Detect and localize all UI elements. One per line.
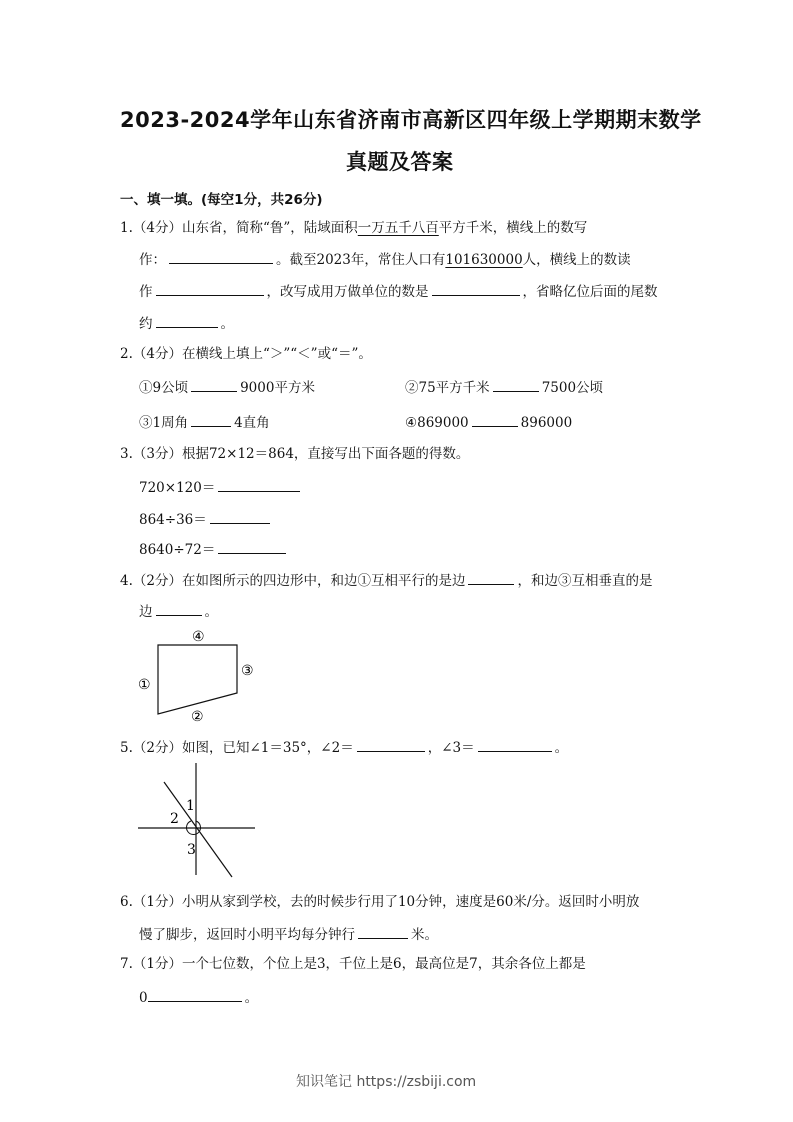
- q2-text: ②75平方千米: [405, 380, 490, 396]
- q4-line2: [139, 601, 218, 621]
- q1-line3: [139, 281, 658, 301]
- q5-text: 5.（2分）如图，已知∠1＝35°，∠2＝: [120, 740, 354, 756]
- q3-expr: 864÷36＝: [139, 512, 207, 528]
- page-subtitle: 真题及答案: [346, 150, 454, 174]
- angle-figure: [130, 755, 270, 880]
- q7-text: 。: [244, 990, 259, 1006]
- q3-expr: 8640÷72＝: [139, 542, 216, 558]
- angle-label-3: 3: [187, 842, 196, 858]
- q5-line: [120, 737, 568, 757]
- q4-text: 。: [204, 604, 218, 620]
- q2-item-3: [139, 412, 270, 432]
- answer-blank[interactable]: [358, 924, 408, 939]
- answer-blank[interactable]: [210, 509, 270, 524]
- q3-expr-1: [139, 477, 303, 497]
- quadrilateral-figure: [130, 625, 270, 725]
- answer-blank[interactable]: [156, 281, 264, 296]
- q4-text: 4.（2分）在如图所示的四边形中，和边①互相平行的是边: [120, 573, 466, 589]
- q1-text: 作：: [139, 252, 166, 268]
- q2-text: ③1周角: [139, 415, 189, 431]
- q2-stem: 2.（4分）在横线上填上“＞”“＜”或“＝”。: [120, 346, 372, 362]
- q7-line1: 7.（1分）一个七位数，个位上是3，千位上是6，最高位是7，其余各位上都是: [120, 956, 586, 972]
- answer-blank[interactable]: [357, 737, 425, 752]
- page-title: 2023-2024学年山东省济南市高新区四年级上学期期末数学: [120, 108, 702, 132]
- q1-line1: [120, 219, 587, 237]
- edge-label-right: ③: [241, 663, 254, 679]
- q3-stem: 3.（3分）根据72×12＝864，直接写出下面各题的得数。: [120, 446, 470, 462]
- q3-expr-3: [139, 539, 289, 559]
- q1-text: 作: [139, 284, 153, 300]
- answer-blank[interactable]: [218, 477, 300, 492]
- q1-text: 约: [139, 316, 153, 332]
- q2-text: 4直角: [234, 415, 270, 431]
- q1-text: 人，横线上的数读: [522, 252, 631, 268]
- q1-text: 平方千米，横线上的数写: [438, 220, 588, 236]
- answer-blank[interactable]: [468, 570, 514, 585]
- q6-text: 慢了脚步，返回时小明平均每分钟行: [139, 927, 355, 943]
- section-heading: 一、填一填。(每空1分，共26分): [120, 192, 323, 208]
- q2-text: 7500公顷: [541, 380, 604, 396]
- footer-watermark: 知识笔记 https://zsbiji.com: [296, 1074, 477, 1090]
- q5-text: ，∠3＝: [427, 740, 475, 756]
- answer-blank[interactable]: [191, 412, 231, 427]
- q4-text: ，和边③互相垂直的是: [517, 573, 653, 589]
- answer-blank[interactable]: [169, 249, 273, 264]
- answer-blank[interactable]: [218, 539, 286, 554]
- q1-text: ，省略亿位后面的尾数: [522, 284, 658, 300]
- q1-text: 。: [220, 316, 234, 332]
- edge-label-top: ④: [192, 629, 205, 645]
- q2-text: 896000: [520, 415, 573, 431]
- answer-blank[interactable]: [478, 737, 552, 752]
- answer-blank[interactable]: [493, 377, 539, 392]
- q7-line2: [139, 987, 258, 1007]
- q6-line1: 6.（1分）小明从家到学校，去的时候步行用了10分钟，速度是60米/分。返回时小明放: [120, 894, 640, 910]
- q1-line2: [139, 249, 631, 269]
- q2-text: 9000平方米: [240, 380, 315, 396]
- oblique-line: [164, 782, 232, 877]
- angle-label-1: 1: [186, 798, 195, 814]
- edge-label-bottom: ②: [191, 709, 204, 725]
- q2-item-2: [405, 377, 603, 397]
- q7-text: 0: [139, 990, 148, 1006]
- q5-text: 。: [554, 740, 569, 756]
- quadrilateral-shape: [158, 645, 237, 714]
- q1-line4: [139, 313, 234, 333]
- answer-blank[interactable]: [472, 412, 518, 427]
- answer-blank[interactable]: [432, 281, 520, 296]
- q3-expr-2: [139, 509, 273, 529]
- q2-text: ④869000: [405, 415, 469, 431]
- q1-text: ，改写成用万做单位的数是: [266, 284, 429, 300]
- q1-population: 101630000: [445, 252, 523, 268]
- q2-text: ①9公顷: [139, 380, 189, 396]
- q1-text: 。截至2023年，常住人口有: [276, 252, 446, 268]
- q3-expr: 720×120＝: [139, 480, 216, 496]
- q2-item-4: [405, 412, 572, 432]
- angle-label-2: 2: [170, 811, 179, 827]
- q4-text: 边: [139, 604, 153, 620]
- answer-blank[interactable]: [191, 377, 237, 392]
- answer-blank[interactable]: [156, 313, 218, 328]
- edge-label-left: ①: [138, 677, 151, 693]
- q1-text: 1.（4分）山东省，简称“鲁”，陆域面积: [120, 220, 358, 236]
- q6-line2: [139, 924, 438, 944]
- q2-item-1: [139, 377, 315, 397]
- answer-blank[interactable]: [148, 987, 242, 1002]
- q1-area-words: 一万五千八百: [357, 220, 439, 236]
- q4-line1: [120, 570, 652, 590]
- q6-text: 米。: [411, 927, 438, 943]
- answer-blank[interactable]: [156, 601, 202, 616]
